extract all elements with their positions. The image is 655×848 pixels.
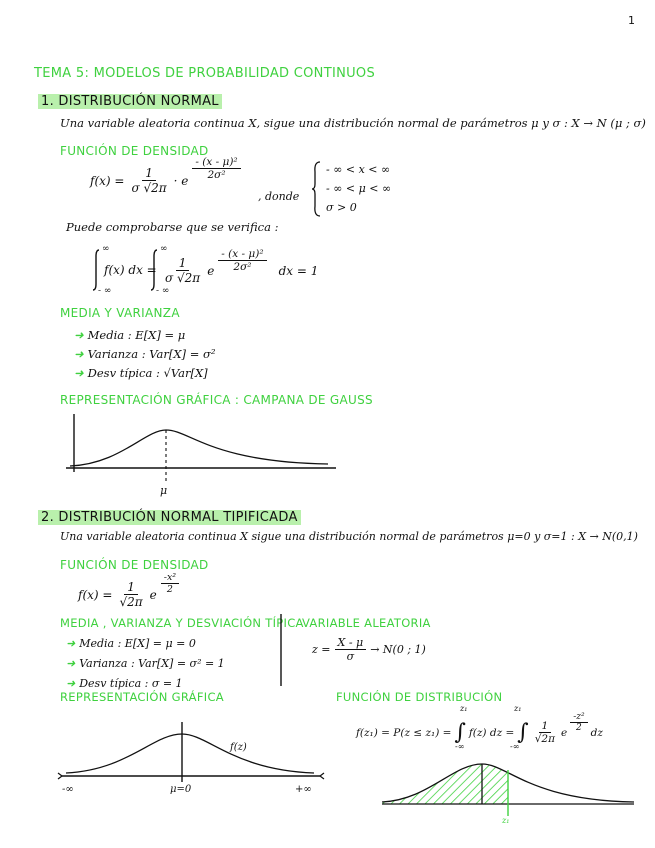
density2-lhs: f(x) = [78, 587, 113, 602]
dist-e: e [561, 726, 568, 739]
section2-density-heading: FUNCIÓN DE DENSIDAD [60, 558, 209, 572]
standard-normal-graph [58, 718, 328, 788]
dist-exponent [570, 712, 587, 733]
bullet-varianza-text: Varianza : Var[X] = σ² [87, 347, 216, 361]
section2-bullets [66, 634, 225, 694]
integral-num: 1 [176, 256, 190, 271]
dist-lhs: f(z₁) = P(z ≤ z₁) = [356, 726, 452, 739]
section1-intro: Una variable aleatoria continua X, sigue una distribución normal de parámetros μ y σ : X → N (μ ; σ) [60, 116, 646, 130]
conditions-brace [312, 160, 322, 218]
graph2-mu0: μ=0 [170, 784, 192, 795]
integral-lower-left: - ∞ [98, 286, 112, 296]
page-number: 1 [628, 14, 635, 27]
integral-fraction [162, 256, 203, 285]
section1-density-formula [90, 156, 241, 195]
dist-heading: FUNCIÓN DE DISTRIBUCIÓN [336, 690, 503, 704]
bullet-varianza [74, 345, 215, 364]
section1-graph-heading: REPRESENTACIÓN GRÁFICA : CAMPANA DE GAUSS [60, 393, 373, 407]
graph2-fz-label: f(z) [230, 742, 247, 753]
va-heading: VARIABLE ALEATORIA [302, 616, 431, 630]
bullet-desv [74, 364, 215, 383]
bullet-desv-text: Desv típica : √Var[X] [87, 366, 208, 380]
va-formula [312, 636, 426, 663]
verify-text: Puede comprobarse que se verifica : [66, 220, 279, 234]
section2-mv-heading: MEDIA , VARIANZA Y DESVIACIÓN TÍPICA [60, 616, 304, 630]
integral-exponent [218, 248, 266, 273]
dist-dz: dz [590, 726, 603, 739]
section2-intro: Una variable aleatoria continua X sigue una distribución normal de parámetros μ=0 y σ=1 : X → N(0,1) [60, 530, 638, 543]
va-rhs: → N(0 ; 1) [370, 643, 426, 656]
condition-sigma: σ > 0 [326, 201, 357, 214]
section1-density-heading: FUNCIÓN DE DENSIDAD [60, 144, 209, 158]
arrow-icon: ➜ [74, 366, 84, 380]
section2-title [38, 510, 301, 525]
va-num: X - μ [335, 636, 367, 650]
integral-integrand [162, 248, 319, 285]
graph2-curve [66, 734, 314, 773]
dist-integral2-icon: ∫ [517, 719, 529, 745]
density-den: σ √2π [131, 181, 167, 195]
dist-upper2: z₁ [514, 704, 522, 713]
density-exp-num: - (x - μ)² [192, 156, 240, 169]
dist-num: 1 [539, 720, 552, 733]
integral-lhs: f(x) dx = [104, 263, 157, 277]
integral-upper-left: ∞ [102, 244, 110, 254]
arrow-icon: ➜ [74, 328, 84, 342]
arrow-icon: ➜ [66, 677, 76, 690]
column-divider [279, 614, 283, 686]
density2-num: 1 [124, 580, 138, 595]
density-exponent [192, 156, 240, 181]
dist-exp-den: 2 [576, 723, 582, 733]
density-lhs: f(x) = [90, 173, 125, 188]
section1-bullets [74, 326, 215, 383]
page-title: TEMA 5: MODELOS DE PROBABILIDAD CONTINUOS [34, 66, 376, 81]
va-lhs: z = [312, 643, 331, 656]
integral-e: e [207, 263, 215, 278]
density2-exp-den: 2 [166, 584, 173, 595]
gauss-curve-graph [60, 410, 340, 500]
condition-mu: - ∞ < μ < ∞ [326, 182, 392, 195]
arrow-icon: ➜ [66, 637, 76, 650]
density2-e: e [149, 587, 157, 602]
donde-label: , donde [258, 190, 300, 203]
bullet2-desv-text: Desv típica : σ = 1 [79, 677, 183, 690]
integral-upper-right: ∞ [160, 244, 168, 254]
dist-upper1: z₁ [460, 704, 468, 713]
section2-title-text: 2. DISTRIBUCIÓN NORMAL TIPIFICADA [38, 510, 301, 525]
va-fraction [335, 636, 367, 663]
integral-rhs: dx = 1 [278, 263, 319, 278]
graph1-mu-label: μ [160, 484, 168, 497]
bullet2-media-text: Media : E[X] = μ = 0 [79, 637, 196, 650]
graph2-plus-inf: +∞ [295, 784, 312, 795]
condition-x: - ∞ < x < ∞ [326, 163, 391, 176]
dist-den: √2π [534, 733, 555, 745]
bullet2-varianza-text: Varianza : Var[X] = σ² = 1 [79, 657, 225, 670]
bullet2-media [66, 634, 225, 654]
dist-lower2: -∞ [510, 742, 520, 751]
arrow-icon: ➜ [74, 347, 84, 361]
section2-graph-heading: REPRESENTACIÓN GRÁFICA [60, 690, 224, 704]
section2-density-formula [78, 572, 179, 609]
dist-lower1: -∞ [455, 742, 465, 751]
cdf-area-graph [378, 740, 638, 820]
arrow-icon: ➜ [66, 657, 76, 670]
dist-integral1-icon: ∫ [454, 719, 466, 745]
integral-exp-den: 2σ² [233, 261, 252, 273]
section1-title-text: 1. DISTRIBUCIÓN NORMAL [38, 94, 222, 109]
cdf-z1-label: z₁ [502, 816, 510, 825]
density2-den: √2π [119, 595, 143, 609]
density-num: 1 [142, 166, 156, 181]
va-den: σ [346, 650, 355, 663]
dist-int1: f(z) dz = [468, 726, 515, 739]
dist-exp-num: -z² [570, 712, 587, 723]
bullet2-varianza [66, 654, 225, 674]
bullet-media [74, 326, 215, 345]
density-e: · e [173, 173, 189, 188]
graph1-curve [70, 430, 328, 466]
integral-den: σ √2π [165, 271, 201, 285]
density2-fraction [116, 580, 145, 609]
section1-mv-heading: MEDIA Y VARIANZA [60, 306, 180, 320]
density-exp-den: 2σ² [207, 169, 226, 181]
density-fraction [128, 166, 169, 195]
integral-lower-right: - ∞ [156, 286, 170, 296]
integral-exp-num: - (x - μ)² [218, 248, 266, 261]
density2-exponent [161, 572, 179, 595]
section1-title [38, 94, 222, 109]
density2-exp-num: -x² [161, 572, 179, 584]
graph2-minus-inf: -∞ [62, 784, 74, 795]
bullet-media-text: Media : E[X] = μ [87, 328, 186, 342]
conditions-list [326, 160, 391, 217]
